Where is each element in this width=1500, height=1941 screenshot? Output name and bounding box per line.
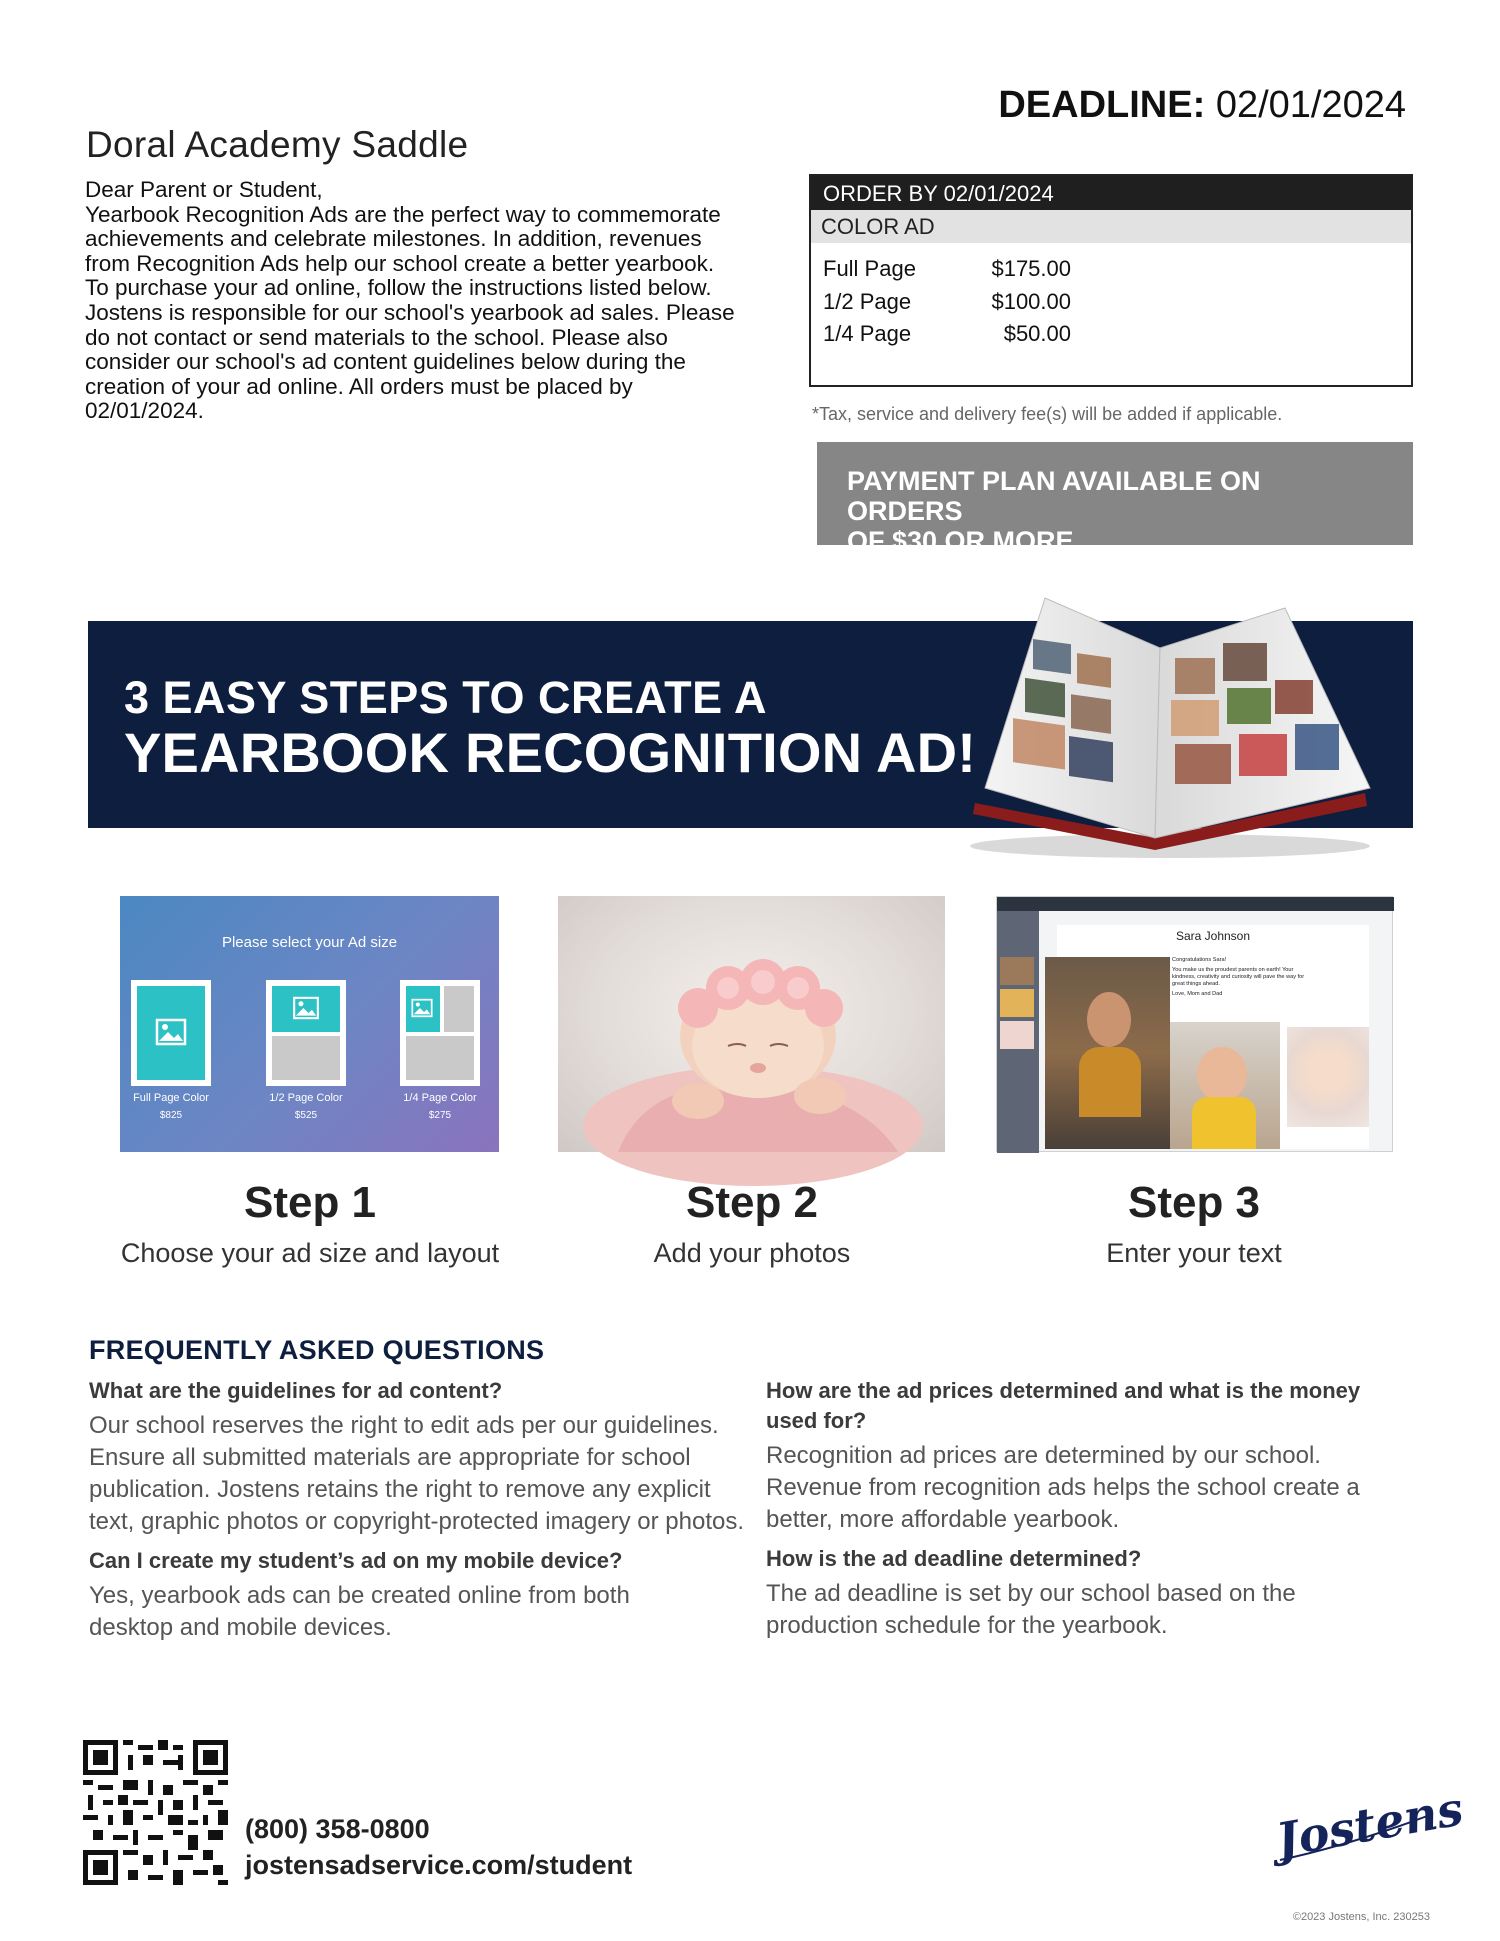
step-2-subtitle: Add your photos — [653, 1238, 851, 1268]
message-line: great things ahead. — [1172, 981, 1220, 987]
ad-option-price: $275 — [428, 1110, 452, 1121]
price-row — [823, 256, 1071, 282]
faq-question: Can I create my student’s ad on my mobile device? — [89, 1548, 623, 1573]
price-row — [823, 289, 1071, 315]
step-3-image — [996, 896, 1393, 1152]
message-line: kindness, creativity and curiosity will pave the way for — [1172, 974, 1305, 980]
message-line: You make us the proudest parents on earth! Your — [1172, 967, 1294, 973]
step-3-subtitle: Enter your text — [1106, 1238, 1282, 1268]
color-ad-heading: COLOR AD — [811, 210, 1411, 243]
letter-line: from Recognition Ads help our school create a better yearbook. — [85, 250, 715, 276]
ad-option-price: $825 — [159, 1110, 183, 1121]
letter-line: Yearbook Recognition Ads are the perfect way to commemorate — [85, 201, 721, 227]
copyright: ©2023 Jostens, Inc. 230253 — [1292, 1911, 1430, 1923]
ad-size: 1/2 Page — [823, 289, 912, 314]
step-1-image — [120, 896, 499, 1152]
toddler-shirt — [1192, 1097, 1256, 1149]
faq-answer: Recognition ad prices are determined by our school. Revenue from recognition ads helps the school create a better, more affordable yearbook. — [766, 1442, 1360, 1533]
quarter-page-card — [400, 980, 480, 1086]
jostens-logo — [1270, 1781, 1468, 1871]
deadline-value: 02/01/2024 — [1215, 84, 1406, 126]
letter-line: creation of your ad online. All orders must be placed by — [85, 373, 633, 399]
image-placeholder-icon — [293, 997, 319, 1019]
step-1-subtitle: Choose your ad size and layout — [120, 1238, 500, 1268]
quarter-page-empty — [406, 1036, 474, 1080]
letter-line: Dear Parent or Student, — [85, 177, 323, 202]
ad-option-price: $525 — [294, 1110, 318, 1121]
ad-size-prompt: Please select your Ad size — [221, 934, 398, 951]
phone-number[interactable]: (800) 358-0800 — [245, 1814, 430, 1844]
banner-line-2: YEARBOOK RECOGNITION AD! — [124, 721, 977, 784]
half-page-empty — [272, 1036, 340, 1080]
step-2-title: Step 2 — [685, 1178, 819, 1227]
logo-text: Jostens — [1272, 1781, 1468, 1868]
faq-title: FREQUENTLY ASKED QUESTIONS — [89, 1335, 545, 1365]
qr-code[interactable] — [83, 1740, 228, 1885]
faq-question: How is the ad deadline determined? — [766, 1546, 1142, 1571]
faq-answer: Yes, yearbook ads can be created online from both desktop and mobile devices. — [89, 1582, 630, 1641]
website-link[interactable]: jostensadservice.com/student — [245, 1850, 633, 1880]
image-placeholder-icon — [411, 999, 433, 1017]
price-box — [809, 174, 1413, 387]
ad-name: Sara Johnson — [1175, 929, 1251, 943]
face — [1087, 992, 1131, 1047]
ad-message — [1172, 957, 1360, 998]
price-row — [823, 321, 1071, 347]
toddler-face — [1197, 1047, 1247, 1102]
ad-option-label: 1/4 Page Color — [403, 1092, 477, 1104]
parent-letter — [85, 178, 790, 424]
editor-toolbar — [997, 897, 1394, 911]
faq-column-left — [89, 1376, 749, 1652]
ad-price: $100.00 — [991, 289, 1071, 314]
ad-size: Full Page — [823, 256, 916, 281]
payment-plan-box — [817, 442, 1413, 556]
school-name: Doral Academy Saddle — [86, 124, 469, 165]
full-page-card — [131, 980, 211, 1086]
order-by-heading: ORDER BY 02/01/2024 — [811, 176, 1411, 210]
deadline — [998, 84, 1406, 127]
letter-line: achievements and celebrate milestones. In addition, revenues — [85, 226, 702, 252]
step-1-title: Step 1 — [243, 1178, 377, 1227]
ad-option-label: 1/2 Page Color — [269, 1092, 343, 1104]
half-page-card — [266, 980, 346, 1086]
faq-answer: Our school reserves the right to edit ads per our guidelines. Ensure all submitted materials are appropriate for school publication. Jostens retains the right to remove any explicit text, graphic photos or copyright-protected imagery or photos. — [89, 1412, 745, 1535]
letter-line: To purchase your ad online, follow the instructions listed below. — [85, 275, 712, 301]
letter-line: consider our school's ad content guidelines below during the — [85, 349, 686, 375]
message-line: Congratulations Sara! — [1172, 957, 1227, 963]
faq-column-right — [766, 1376, 1406, 1650]
step-3-title: Step 3 — [1127, 1178, 1261, 1227]
thumbnail — [1000, 957, 1034, 985]
payment-plan-line: PAYMENT PLAN AVAILABLE ON ORDERS — [847, 466, 1261, 526]
ad-size: 1/4 Page — [823, 321, 912, 346]
ad-option-label: Full Page Color — [133, 1092, 209, 1104]
letter-line: 02/01/2024. — [85, 398, 204, 424]
thumbnail — [1000, 989, 1034, 1017]
letter-line: do not contact or send materials to the school. Please also — [85, 324, 668, 350]
faq-question: How are the ad prices determined and what is the money used for? — [766, 1378, 1361, 1433]
banner-line-1: 3 EASY STEPS TO CREATE A — [124, 672, 767, 723]
shirt — [1079, 1047, 1141, 1117]
payment-plan-line: OF $30 OR MORE. — [847, 526, 1082, 556]
tax-note: *Tax, service and delivery fee(s) will be added if applicable. — [812, 404, 1283, 424]
thumbnail — [1000, 1021, 1034, 1049]
baby-photo — [558, 896, 945, 1152]
deadline-label: DEADLINE: — [998, 84, 1206, 126]
faq-question: What are the guidelines for ad content? — [89, 1378, 503, 1403]
yearbook-image — [955, 588, 1385, 863]
quarter-page-empty — [444, 986, 474, 1032]
image-placeholder-icon — [156, 1019, 186, 1045]
letter-line: Jostens is responsible for our school's yearbook ad sales. Please — [85, 299, 735, 325]
ad-price: $50.00 — [1003, 321, 1071, 346]
baby-thumb — [1287, 1027, 1369, 1127]
ad-price: $175.00 — [991, 256, 1071, 281]
message-line: Love, Mom and Dad — [1172, 991, 1223, 997]
faq-answer: The ad deadline is set by our school based on the production schedule for the yearbook. — [766, 1580, 1296, 1639]
